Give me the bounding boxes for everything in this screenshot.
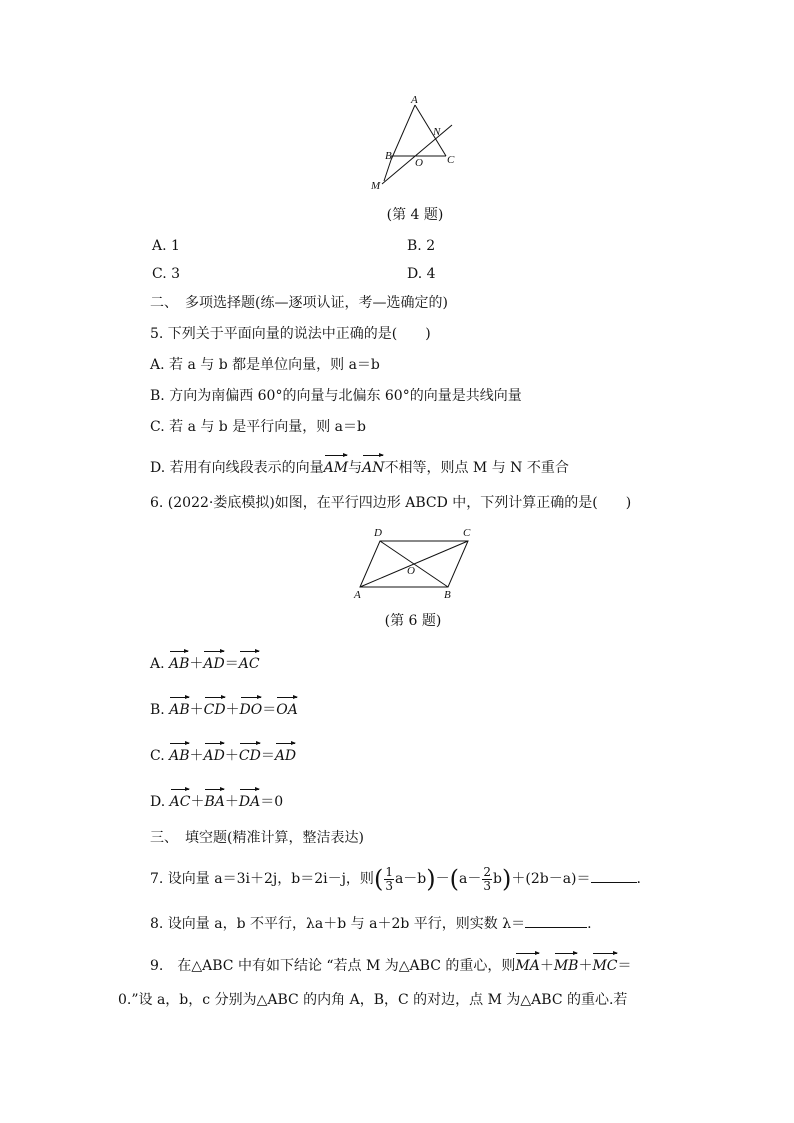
paren-close: ) <box>426 865 436 893</box>
vector-cd: CD <box>239 740 261 766</box>
fraction-one-third <box>384 866 394 893</box>
plus-sign: ＋ <box>224 748 239 764</box>
figure-6-caption: (第 6 题) <box>384 613 442 629</box>
q8-answer-blank[interactable] <box>525 913 587 928</box>
paren-open: ( <box>449 865 460 893</box>
q4-option-b-text: 2 <box>426 238 436 254</box>
plus-sign: ＋ <box>578 958 593 974</box>
q6-option-d <box>150 786 283 812</box>
q6-b-letter: B. <box>150 702 165 718</box>
q6-option-c <box>150 740 296 766</box>
equals-sign: ＝ <box>260 748 275 764</box>
q5-option-d <box>150 452 569 478</box>
q4-option-d-text: 4 <box>426 266 436 282</box>
plus-sign: ＋ <box>189 656 204 672</box>
vector-ba: BA <box>204 786 224 812</box>
vector-ac: AC <box>170 786 191 812</box>
q4-option-c-text: 3 <box>171 266 181 282</box>
vector-da: DA <box>239 786 260 812</box>
vector-ad: AD <box>203 648 224 674</box>
q7-p2post: b <box>493 871 502 887</box>
vector-ma: MA <box>515 950 539 976</box>
vector-do: DO <box>240 694 263 720</box>
q5-option-c: C. 若 a 与 b 是平行向量，则 a＝b <box>150 419 366 435</box>
q5-stem: 5. 下列关于平面向量的说法中正确的是( ) <box>150 326 431 342</box>
q5-option-b: B. 方向为南偏西 60°的向量与北偏东 60°的向量是共线向量 <box>150 388 522 404</box>
q4-option-d <box>407 264 436 284</box>
vector-am: AM <box>324 452 348 478</box>
equals-sign: ＝ <box>224 656 239 672</box>
q8-text: 8. 设向量 a，b 不平行，λa＋b 与 a＋2b 平行，则实数 λ＝ <box>150 916 526 932</box>
figure-6-parallelogram <box>348 524 478 602</box>
figure-4-caption: (第 4 题) <box>386 207 444 223</box>
figure-4-triangle <box>360 92 470 198</box>
q6-c-letter: C. <box>150 748 165 764</box>
plus-sign: ＋ <box>225 702 240 718</box>
q4-option-c <box>152 264 180 284</box>
fig6-label-B: B <box>444 589 451 601</box>
vector-ab: AB <box>169 740 189 766</box>
vector-ac: AC <box>239 648 260 674</box>
q5-d-post: 不相等，则点 M 与 N 不重合 <box>384 460 569 476</box>
q4-option-b-letter: B. <box>407 238 422 254</box>
q4-option-a-text: 1 <box>171 238 180 254</box>
q9-line-1 <box>150 950 632 976</box>
vector-ab: AB <box>169 648 189 674</box>
vector-cd: CD <box>204 694 226 720</box>
q8-period: . <box>587 916 592 932</box>
q4-option-a-letter: A. <box>152 238 167 254</box>
equals-sign: ＝ <box>262 702 277 718</box>
vector-oa: OA <box>276 694 298 720</box>
equals-sign: ＝ <box>617 958 632 974</box>
q7-period: . <box>636 871 641 887</box>
q6-stem: 6. (2022·娄底模拟)如图，在平行四边形 ABCD 中，下列计算正确的是( ) <box>150 495 632 511</box>
vector-ad: AD <box>204 740 225 766</box>
frac-numerator: 1 <box>385 864 393 879</box>
q7-pre: 7. 设向量 a＝3i＋2j，b＝2i－j，则 <box>150 871 374 887</box>
fig4-label-M: M <box>371 180 381 192</box>
fig6-label-O: O <box>407 565 415 577</box>
fraction-two-thirds <box>482 866 492 893</box>
fig6-label-C: C <box>463 527 471 539</box>
plus-sign: ＋ <box>539 958 554 974</box>
q6-d-letter: D. <box>150 794 166 810</box>
q4-option-b <box>407 236 435 256</box>
frac-denominator: 3 <box>483 878 492 893</box>
fig4-label-A: A <box>411 94 418 106</box>
vector-an: AN <box>362 452 384 478</box>
q7-post: ＋(2b－a)＝ <box>511 871 591 887</box>
frac-denominator: 3 <box>385 878 393 893</box>
fig6-label-A: A <box>354 589 361 601</box>
plus-sign: ＋ <box>224 794 239 810</box>
q6-option-a <box>150 648 260 674</box>
section-3-title: 三、 填空题(精准计算，整洁表达) <box>150 830 364 846</box>
q6-a-letter: A. <box>150 656 165 672</box>
section-2-title: 二、 多项选择题(练—逐项认证，考—选确定的) <box>150 295 448 311</box>
q4-option-c-letter: C. <box>152 266 167 282</box>
equals-zero: ＝0 <box>260 794 284 810</box>
q7-p1: a－b <box>394 871 427 887</box>
plus-sign: ＋ <box>190 794 205 810</box>
q7-line <box>150 860 641 898</box>
q5-d-pre: D. 若用有向线段表示的向量 <box>150 460 324 476</box>
vector-ab: AB <box>169 694 189 720</box>
frac-numerator: 2 <box>483 864 492 879</box>
fig4-label-B: B <box>385 150 392 162</box>
vector-mb: MB <box>554 950 579 976</box>
q8-line <box>150 913 592 934</box>
q9-l1-pre: 9. 在△ABC 中有如下结论 “若点 M 为△ABC 的重心，则 <box>150 958 516 974</box>
q4-option-a <box>152 236 180 256</box>
q4-option-d-letter: D. <box>407 266 423 282</box>
q5-option-a: A. 若 a 与 b 都是单位向量，则 a＝b <box>150 357 380 373</box>
q7-answer-blank[interactable] <box>591 868 637 883</box>
fig4-label-N: N <box>433 126 441 138</box>
q7-p2pre: a－ <box>459 871 482 887</box>
q7-mid: － <box>435 871 450 887</box>
q5-d-mid: 与 <box>348 460 363 476</box>
paren-close: ) <box>501 865 512 893</box>
fig4-label-C: C <box>447 154 455 166</box>
q6-option-b <box>150 694 298 720</box>
plus-sign: ＋ <box>189 748 204 764</box>
vector-mc: MC <box>592 950 617 976</box>
fig6-label-D: D <box>374 527 382 539</box>
vector-ad: AD <box>275 740 296 766</box>
plus-sign: ＋ <box>189 702 204 718</box>
fig4-label-O: O <box>415 157 423 169</box>
paren-open: ( <box>373 865 384 893</box>
q9-line-2: 0.”设 a，b，c 分别为△ABC 的内角 A，B，C 的对边，点 M 为△ABC 的重心.若 <box>118 992 628 1008</box>
